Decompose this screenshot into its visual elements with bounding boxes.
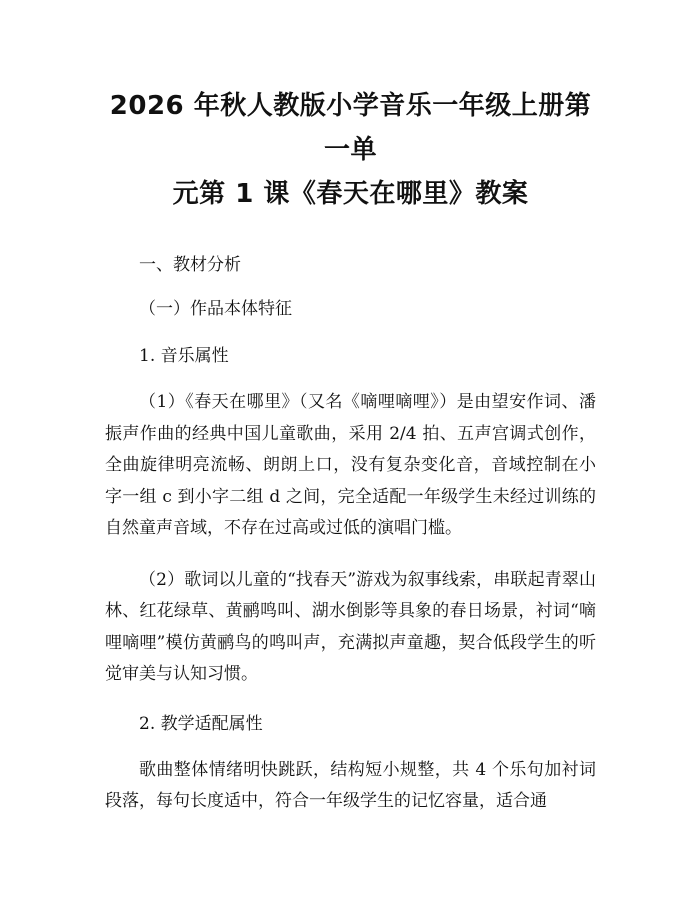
subsection-heading-work-features: （一）作品本体特征 [139, 299, 292, 319]
paragraph-music-attributes-1: （1）《春天在哪里》（又名《嘀哩嘀哩》）是由望安作词、潘振声作曲的经典中国儿童歌曲，采用 2/4 拍、五声宫调式创作，全曲旋律明亮流畅、朗朗上口，没有复杂变化音，音域控制在小字一组 c 到小字二组 d 之间，完全适配一年级学生未经过训练的自然童声音域，不存在过高或过低的演唱门槛。 [105, 392, 596, 538]
document-title-line-2: 元第 1 课《春天在哪里》教案 [172, 179, 529, 209]
paragraph-teaching-attributes: 歌曲整体情绪明快跳跃，结构短小规整，共 4 个乐句加衬词段落，每句长度适中，符合一年级学生的记忆容量，适合通 [105, 759, 596, 811]
paragraph-music-attributes-2: （2）歌词以儿童的“找春天”游戏为叙事线索，串联起青翠山林、红花绿草、黄鹂鸣叫、湖水倒影等具象的春日场景，衬词“嘀哩嘀哩”模仿黄鹂鸟的鸣叫声，充满拟声童趣，契合低段学生的听觉审美与认知习惯。 [105, 569, 596, 684]
section-heading-textbook-analysis: 一、教材分析 [139, 255, 241, 275]
document-title-line-1: 2026 年秋人教版小学音乐一年级上册第一单 [109, 91, 592, 165]
item-heading-teaching-attributes: 2. 教学适配属性 [139, 713, 263, 734]
document-title [105, 84, 596, 216]
item-heading-music-attributes: 1. 音乐属性 [139, 346, 229, 366]
